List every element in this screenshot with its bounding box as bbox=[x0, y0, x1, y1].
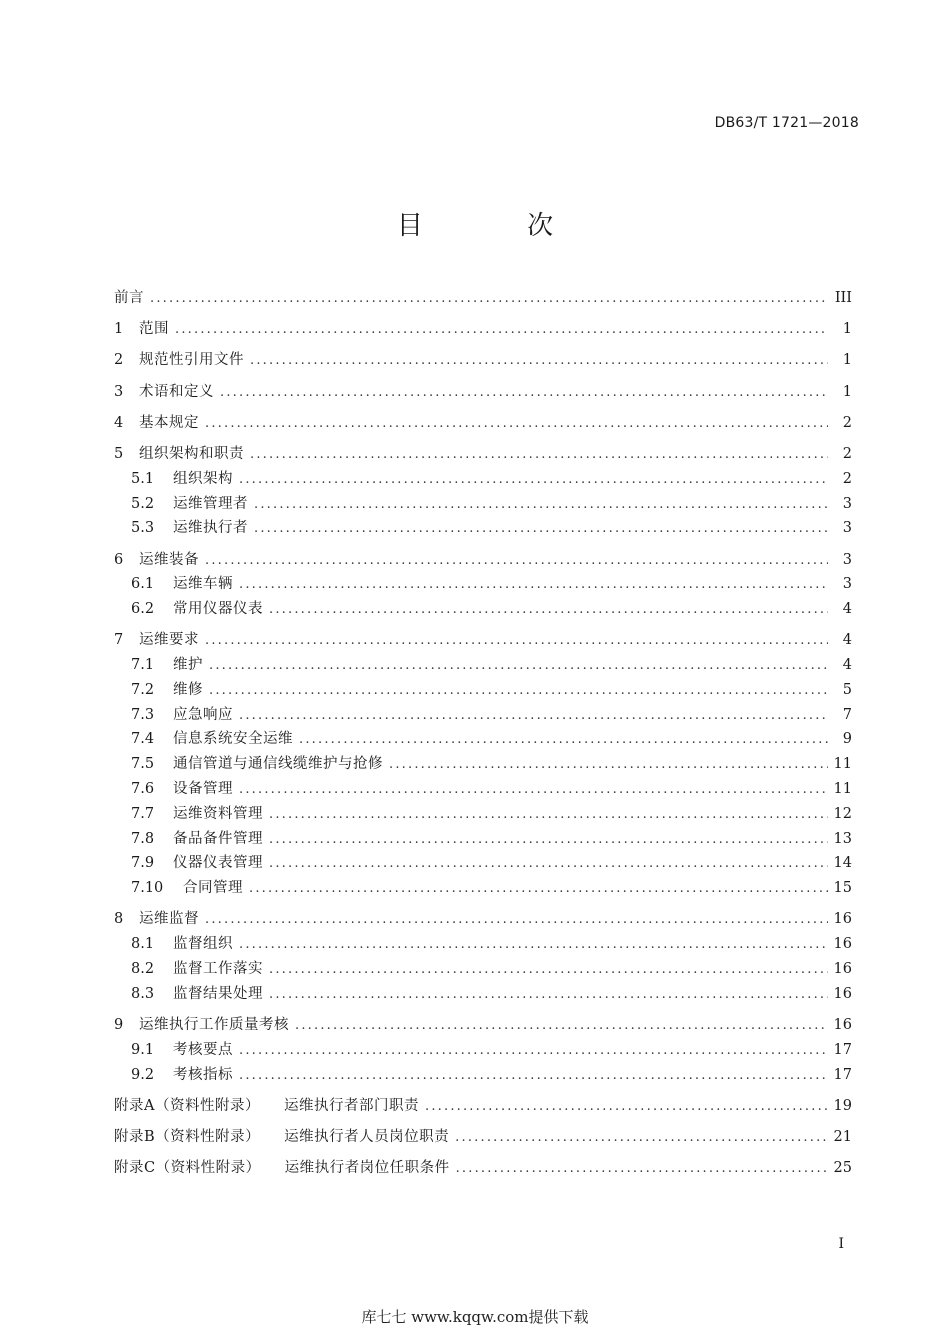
toc-entry-label: 运维要求 bbox=[139, 632, 199, 649]
toc-page-number: 11 bbox=[833, 756, 852, 773]
toc-leader-dots bbox=[269, 828, 828, 852]
toc-entry-number: 6.1 bbox=[131, 576, 155, 593]
toc-page-number: 16 bbox=[833, 1017, 852, 1034]
footer-watermark: 库七七 www.kqqw.com提供下载 bbox=[361, 1308, 589, 1326]
toc-entry-number: 7.3 bbox=[131, 706, 155, 723]
toc-entry-label: 考核指标 bbox=[173, 1066, 233, 1083]
toc-leader-dots bbox=[299, 728, 828, 752]
toc-entry-label: 术语和定义 bbox=[139, 383, 214, 400]
toc-entry-number: 6.2 bbox=[131, 601, 155, 618]
toc-subentry[interactable] bbox=[114, 653, 852, 678]
toc-leader-dots bbox=[389, 753, 828, 777]
toc-entry-number: 7.9 bbox=[131, 855, 155, 872]
toc-subentry[interactable] bbox=[114, 777, 852, 802]
toc-subentry[interactable] bbox=[114, 727, 852, 752]
toc-page-number: 11 bbox=[833, 781, 852, 798]
page-number: I bbox=[838, 1236, 844, 1252]
toc-page-number: 3 bbox=[842, 495, 852, 512]
toc-leader-dots bbox=[205, 908, 828, 932]
toc-entry-label: 信息系统安全运维 bbox=[173, 731, 293, 748]
toc-entry-label: 附录B（资料性附录） 运维执行者人员岗位职责 bbox=[114, 1129, 450, 1145]
toc-entry-number: 3 bbox=[114, 383, 124, 400]
toc-page-number: 9 bbox=[842, 731, 852, 748]
toc-entry-label: 运维车辆 bbox=[173, 576, 233, 593]
toc-entry-sublabel: 运维执行者人员岗位职责 bbox=[284, 1129, 450, 1145]
toc-entry-number: 9.2 bbox=[131, 1066, 155, 1083]
toc-entry[interactable] bbox=[114, 442, 852, 467]
toc-entry-label: 监督组织 bbox=[173, 936, 233, 953]
toc-entry-label: 运维资料管理 bbox=[173, 805, 263, 822]
toc-page-number: 4 bbox=[842, 657, 852, 674]
toc-page-number: 3 bbox=[842, 576, 852, 593]
toc-entry-label: 前言 bbox=[114, 290, 144, 306]
toc-entry-label: 运维执行工作质量考核 bbox=[139, 1017, 289, 1034]
toc-leader-dots bbox=[239, 468, 828, 492]
toc-leader-dots bbox=[239, 778, 828, 802]
toc-entry-label: 监督工作落实 bbox=[173, 961, 263, 978]
toc-entry-number: 7.2 bbox=[131, 681, 155, 698]
toc-entry-number: 1 bbox=[114, 321, 124, 338]
toc-entry-label: 维修 bbox=[173, 681, 203, 698]
toc-entry-sublabel: 运维执行者部门职责 bbox=[283, 1097, 419, 1114]
toc-subentry[interactable] bbox=[114, 572, 852, 597]
toc-entry-number: 6 bbox=[114, 551, 124, 568]
toc-leader-dots bbox=[250, 349, 828, 373]
toc-page-number: 4 bbox=[842, 632, 852, 649]
toc-entry-label: 考核要点 bbox=[173, 1041, 233, 1058]
toc-entry[interactable] bbox=[114, 1013, 852, 1038]
toc-entry-label: 常用仪器仪表 bbox=[173, 601, 263, 618]
toc-entry-label: 运维监督 bbox=[139, 911, 199, 928]
toc-leader-dots bbox=[269, 983, 828, 1007]
toc-entry-number: 4 bbox=[114, 414, 124, 431]
toc-leader-dots bbox=[254, 517, 828, 541]
toc-entry-number: 5.2 bbox=[131, 495, 155, 512]
toc-entry-label: 设备管理 bbox=[173, 781, 233, 798]
toc-page-number: 16 bbox=[833, 936, 852, 953]
toc-subentry[interactable] bbox=[114, 876, 852, 901]
toc-leader-dots bbox=[455, 1126, 827, 1150]
toc-entry[interactable] bbox=[114, 628, 852, 653]
toc-entry-number: 7.1 bbox=[131, 657, 155, 674]
toc-entry-number: 7 bbox=[114, 632, 124, 649]
toc-entry-number: 5 bbox=[114, 445, 124, 462]
toc-entry-number: 7.5 bbox=[131, 756, 155, 773]
toc-entry-label: 基本规定 bbox=[139, 414, 199, 431]
toc-page-number: 13 bbox=[833, 830, 852, 847]
toc-leader-dots bbox=[425, 1095, 828, 1119]
document-code: DB63/T 1721—2018 bbox=[714, 115, 859, 131]
toc-entry-number: 7.8 bbox=[131, 830, 155, 847]
toc-leader-dots bbox=[239, 704, 828, 728]
toc-subentry[interactable] bbox=[114, 492, 852, 517]
toc-entry[interactable] bbox=[114, 286, 852, 311]
toc-entry-label: 通信管道与通信线缆维护与抢修 bbox=[173, 756, 383, 773]
toc-entry-label: 附录A（资料性附录） 运维执行者部门职责 bbox=[114, 1097, 419, 1114]
toc-entry-label: 仪器仪表管理 bbox=[173, 855, 263, 872]
toc-page-number: 2 bbox=[842, 470, 852, 487]
toc-page-number: 2 bbox=[842, 414, 852, 431]
toc-page-number: 7 bbox=[842, 706, 852, 723]
toc-entry-number: 5.3 bbox=[131, 520, 155, 537]
toc-entry[interactable] bbox=[114, 348, 852, 373]
toc-leader-dots bbox=[239, 1064, 828, 1088]
toc-entry-sublabel: 运维执行者岗位任职条件 bbox=[284, 1160, 450, 1177]
toc-page-number: 21 bbox=[833, 1129, 852, 1145]
toc-subentry[interactable] bbox=[114, 957, 852, 982]
toc-entry-number: 8.1 bbox=[131, 936, 155, 953]
toc-leader-dots bbox=[269, 852, 828, 876]
toc-entry[interactable] bbox=[114, 1156, 852, 1181]
toc-leader-dots bbox=[150, 287, 828, 311]
toc-leader-dots bbox=[205, 412, 828, 436]
toc-page-number: 17 bbox=[833, 1066, 852, 1083]
toc-entry-number: 7.10 bbox=[131, 880, 164, 897]
toc-entry-number: 8 bbox=[114, 911, 124, 928]
table-of-contents bbox=[114, 286, 852, 1181]
toc-page-number: 15 bbox=[833, 880, 852, 897]
toc-page-number: 1 bbox=[842, 352, 852, 369]
toc-entry-label: 运维装备 bbox=[139, 551, 199, 568]
toc-entry[interactable] bbox=[114, 907, 852, 932]
toc-leader-dots bbox=[254, 493, 828, 517]
toc-subentry[interactable] bbox=[114, 1063, 852, 1088]
toc-leader-dots bbox=[269, 958, 828, 982]
toc-page-number: 19 bbox=[833, 1097, 852, 1114]
toc-subentry[interactable] bbox=[114, 467, 852, 492]
toc-entry-label: 附录C（资料性附录） 运维执行者岗位任职条件 bbox=[114, 1160, 450, 1177]
toc-leader-dots bbox=[175, 318, 828, 342]
toc-subentry[interactable] bbox=[114, 1038, 852, 1063]
toc-entry-label: 运维执行者 bbox=[173, 520, 248, 537]
toc-entry-label: 规范性引用文件 bbox=[139, 352, 244, 369]
toc-page-number: 16 bbox=[833, 911, 852, 928]
toc-entry[interactable] bbox=[114, 380, 852, 405]
toc-entry[interactable] bbox=[114, 317, 852, 342]
toc-page-number: 17 bbox=[833, 1041, 852, 1058]
toc-entry-label: 组织架构 bbox=[173, 470, 233, 487]
toc-page-number: 16 bbox=[833, 985, 852, 1002]
toc-leader-dots bbox=[209, 679, 828, 703]
toc-subentry[interactable] bbox=[114, 597, 852, 622]
toc-leader-dots bbox=[239, 933, 828, 957]
toc-subentry[interactable] bbox=[114, 516, 852, 541]
toc-leader-dots bbox=[239, 1039, 828, 1063]
toc-subentry[interactable] bbox=[114, 752, 852, 777]
toc-leader-dots bbox=[209, 654, 828, 678]
toc-page-number: 2 bbox=[842, 445, 852, 462]
toc-entry-label: 组织架构和职责 bbox=[139, 445, 244, 462]
toc-subentry[interactable] bbox=[114, 851, 852, 876]
toc-leader-dots bbox=[220, 381, 828, 405]
toc-entry-label: 运维管理者 bbox=[173, 495, 248, 512]
toc-entry[interactable] bbox=[114, 411, 852, 436]
toc-leader-dots bbox=[250, 443, 828, 467]
toc-subentry[interactable] bbox=[114, 703, 852, 728]
toc-leader-dots bbox=[249, 877, 828, 901]
toc-subentry[interactable] bbox=[114, 802, 852, 827]
toc-entry-number: 9.1 bbox=[131, 1041, 155, 1058]
toc-entry-label: 维护 bbox=[173, 657, 203, 674]
toc-entry[interactable] bbox=[114, 1094, 852, 1119]
toc-page-number: 1 bbox=[842, 321, 852, 338]
toc-entry-label: 范围 bbox=[139, 321, 169, 338]
toc-subentry[interactable] bbox=[114, 827, 852, 852]
toc-entry[interactable] bbox=[114, 548, 852, 573]
toc-leader-dots bbox=[205, 549, 828, 573]
toc-page-number: III bbox=[834, 290, 852, 306]
toc-entry-number: 7.4 bbox=[131, 731, 155, 748]
toc-entry-number: 2 bbox=[114, 352, 124, 369]
toc-entry-number: 8.2 bbox=[131, 961, 155, 978]
toc-page-number: 3 bbox=[842, 551, 852, 568]
toc-leader-dots bbox=[269, 598, 828, 622]
toc-entry-label: 应急响应 bbox=[173, 706, 233, 723]
toc-entry-label: 备品备件管理 bbox=[173, 830, 263, 847]
toc-entry-number: 9 bbox=[114, 1017, 124, 1034]
toc-entry-number: 5.1 bbox=[131, 470, 155, 487]
toc-leader-dots bbox=[456, 1157, 828, 1181]
page-title: 目 次 bbox=[396, 211, 602, 241]
toc-leader-dots bbox=[239, 573, 828, 597]
toc-page-number: 14 bbox=[833, 855, 852, 872]
toc-subentry[interactable] bbox=[114, 982, 852, 1007]
toc-entry-label: 合同管理 bbox=[183, 880, 243, 897]
toc-entry-number: 7.7 bbox=[131, 805, 155, 822]
toc-subentry[interactable] bbox=[114, 932, 852, 957]
toc-page-number: 5 bbox=[842, 681, 852, 698]
toc-page-number: 25 bbox=[833, 1160, 852, 1177]
toc-entry[interactable] bbox=[114, 1125, 852, 1150]
toc-subentry[interactable] bbox=[114, 678, 852, 703]
toc-page-number: 1 bbox=[842, 383, 852, 400]
toc-leader-dots bbox=[205, 629, 828, 653]
toc-entry-number: 8.3 bbox=[131, 985, 155, 1002]
toc-leader-dots bbox=[269, 803, 828, 827]
toc-page-number: 12 bbox=[833, 805, 852, 822]
toc-leader-dots bbox=[295, 1014, 828, 1038]
toc-page-number: 16 bbox=[833, 961, 852, 978]
toc-page-number: 4 bbox=[842, 601, 852, 618]
toc-entry-label: 监督结果处理 bbox=[173, 985, 263, 1002]
toc-entry-number: 7.6 bbox=[131, 781, 155, 798]
toc-page-number: 3 bbox=[842, 520, 852, 537]
